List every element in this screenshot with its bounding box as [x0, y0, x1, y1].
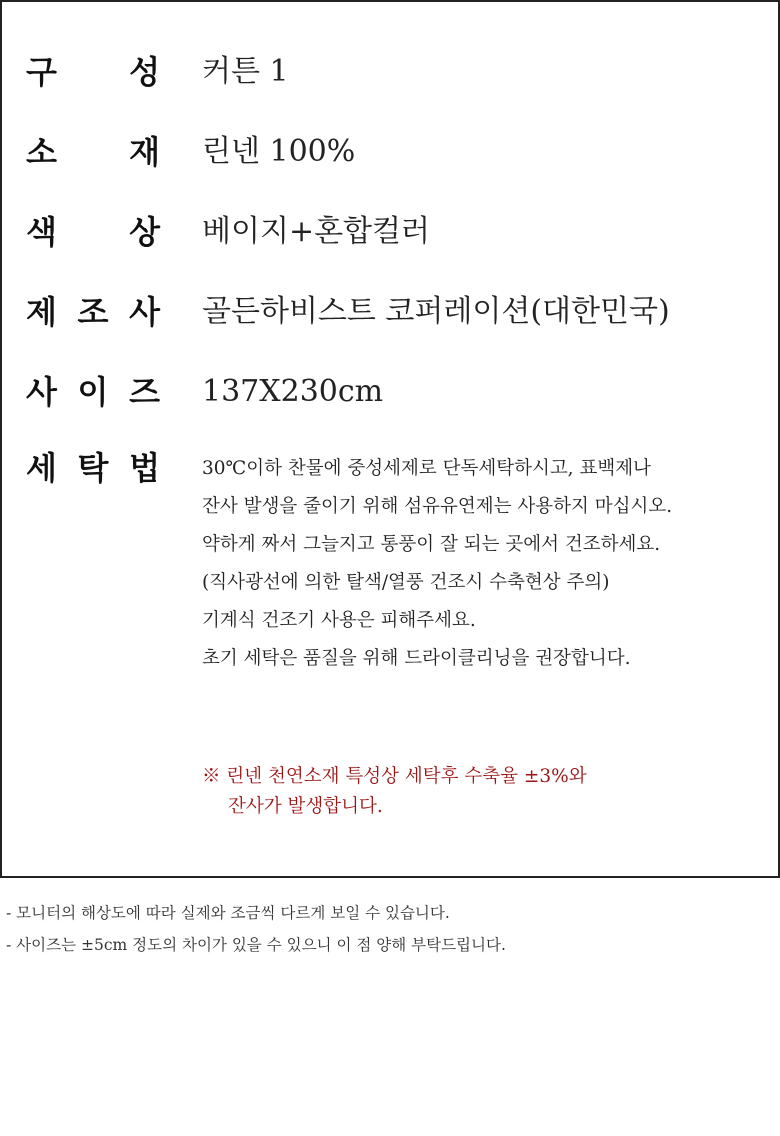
care-line: 초기 세탁은 품질을 위해 드라이클리닝을 권장합니다.	[202, 648, 631, 669]
notice-line-2: 잔사가 발생합니다.	[228, 796, 383, 817]
shrinkage-notice	[202, 762, 587, 822]
spec-label-manufacturer: 제 조 사	[26, 293, 160, 331]
care-line: (직사광선에 의한 탈색/열풍 건조시 수축현상 주의)	[202, 572, 610, 593]
care-line: 기계식 건조기 사용은 피해주세요.	[202, 610, 476, 631]
disclaimer-size: - 사이즈는 ±5cm 정도의 차이가 있을 수 있으니 이 점 양해 부탁드립니다.	[6, 936, 506, 954]
spec-value-color: 베이지+혼합컬러	[202, 214, 430, 249]
care-line: 약하게 짜서 그늘지고 통풍이 잘 되는 곳에서 건조하세요.	[202, 534, 661, 555]
spec-value-composition: 커튼 1	[202, 54, 289, 89]
notice-line-1: ※ 린넨 천연소재 특성상 세탁후 수축율 ±3%와	[202, 766, 587, 787]
spec-value-manufacturer: 골든하비스트 코퍼레이션(대한민국)	[202, 294, 670, 329]
spec-label-composition: 구 성	[26, 53, 160, 91]
spec-value-material: 린넨 100%	[202, 134, 356, 169]
spec-value-size: 137X230cm	[202, 374, 384, 409]
disclaimer-notes	[6, 898, 506, 962]
care-line: 잔사 발생을 줄이기 위해 섬유유연제는 사용하지 마십시오.	[202, 496, 673, 517]
spec-label-material: 소 재	[26, 133, 160, 171]
spec-label-color: 색 상	[26, 213, 160, 251]
care-line: 30℃이하 찬물에 중성세제로 단독세탁하시고, 표백제나	[202, 458, 651, 479]
spec-label-size: 사 이 즈	[26, 373, 160, 411]
care-instructions	[202, 454, 772, 682]
disclaimer-monitor: - 모니터의 해상도에 따라 실제와 조금씩 다르게 보일 수 있습니다.	[6, 904, 450, 922]
spec-label-care: 세 탁 법	[26, 449, 160, 487]
